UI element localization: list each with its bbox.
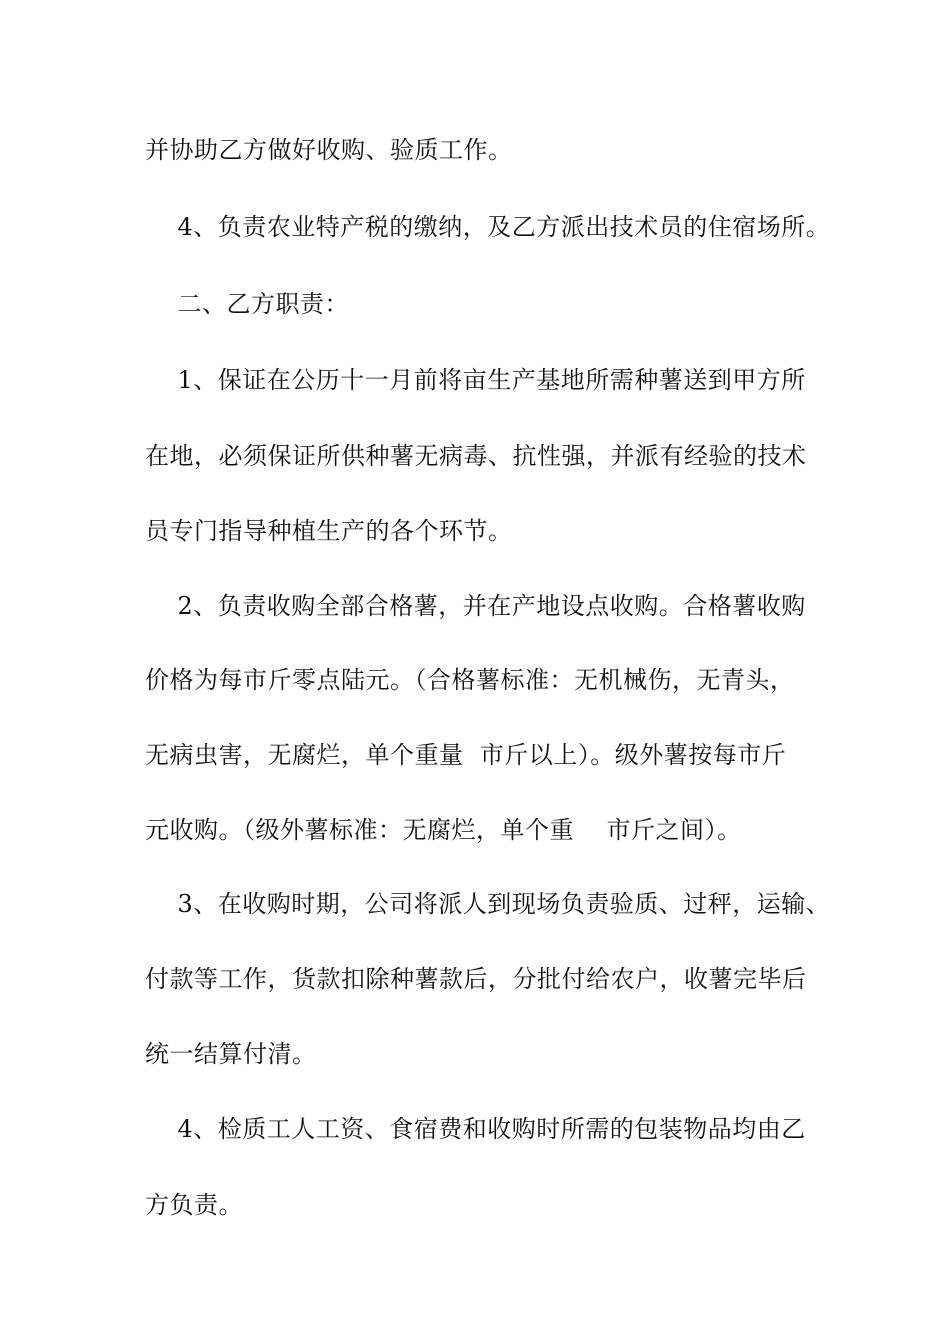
paragraph-line: 3、在收购时期，公司将派人到现场负责验质、过秤，运输、 [145,890,831,918]
paragraph-line: 4、负责农业特产税的缴纳，及乙方派出技术员的住宿场所。 [145,213,831,241]
paragraph-line: 4、检质工人工资、食宿费和收购时所需的包装物品均由乙 [145,1115,806,1143]
paragraph-line: 价格为每市斤零点陆元。（合格薯标准：无机械伤，无青头， [145,666,795,694]
paragraph-line: 付款等工作，货款扣除种薯款后，分批付给农户，收薯完毕后 [145,965,807,993]
paragraph-line: 并协助乙方做好收购、验质工作。 [145,136,513,164]
paragraph-line: 统一结算付清。 [145,1040,317,1068]
section-heading: 二、乙方职责： [145,290,350,318]
paragraph-line: 元收购。（级外薯标准：无腐烂，单个重 市斤之间）。 [145,816,742,844]
paragraph-line: 无病虫害，无腐烂，单个重量 市斤以上）。级外薯按每市斤 [145,741,787,769]
paragraph-line: 2、负责收购全部合格薯，并在产地设点收购。合格薯收购 [145,592,806,620]
paragraph-line: 在地，必须保证所供种薯无病毒、抗性强，并派有经验的技术 [145,442,807,470]
paragraph-line: 方负责。 [145,1191,243,1219]
paragraph-line: 1、保证在公历十一月前将亩生产基地所需种薯送到甲方所 [145,366,806,394]
paragraph-line: 员专门指导种植生产的各个环节。 [145,517,513,545]
